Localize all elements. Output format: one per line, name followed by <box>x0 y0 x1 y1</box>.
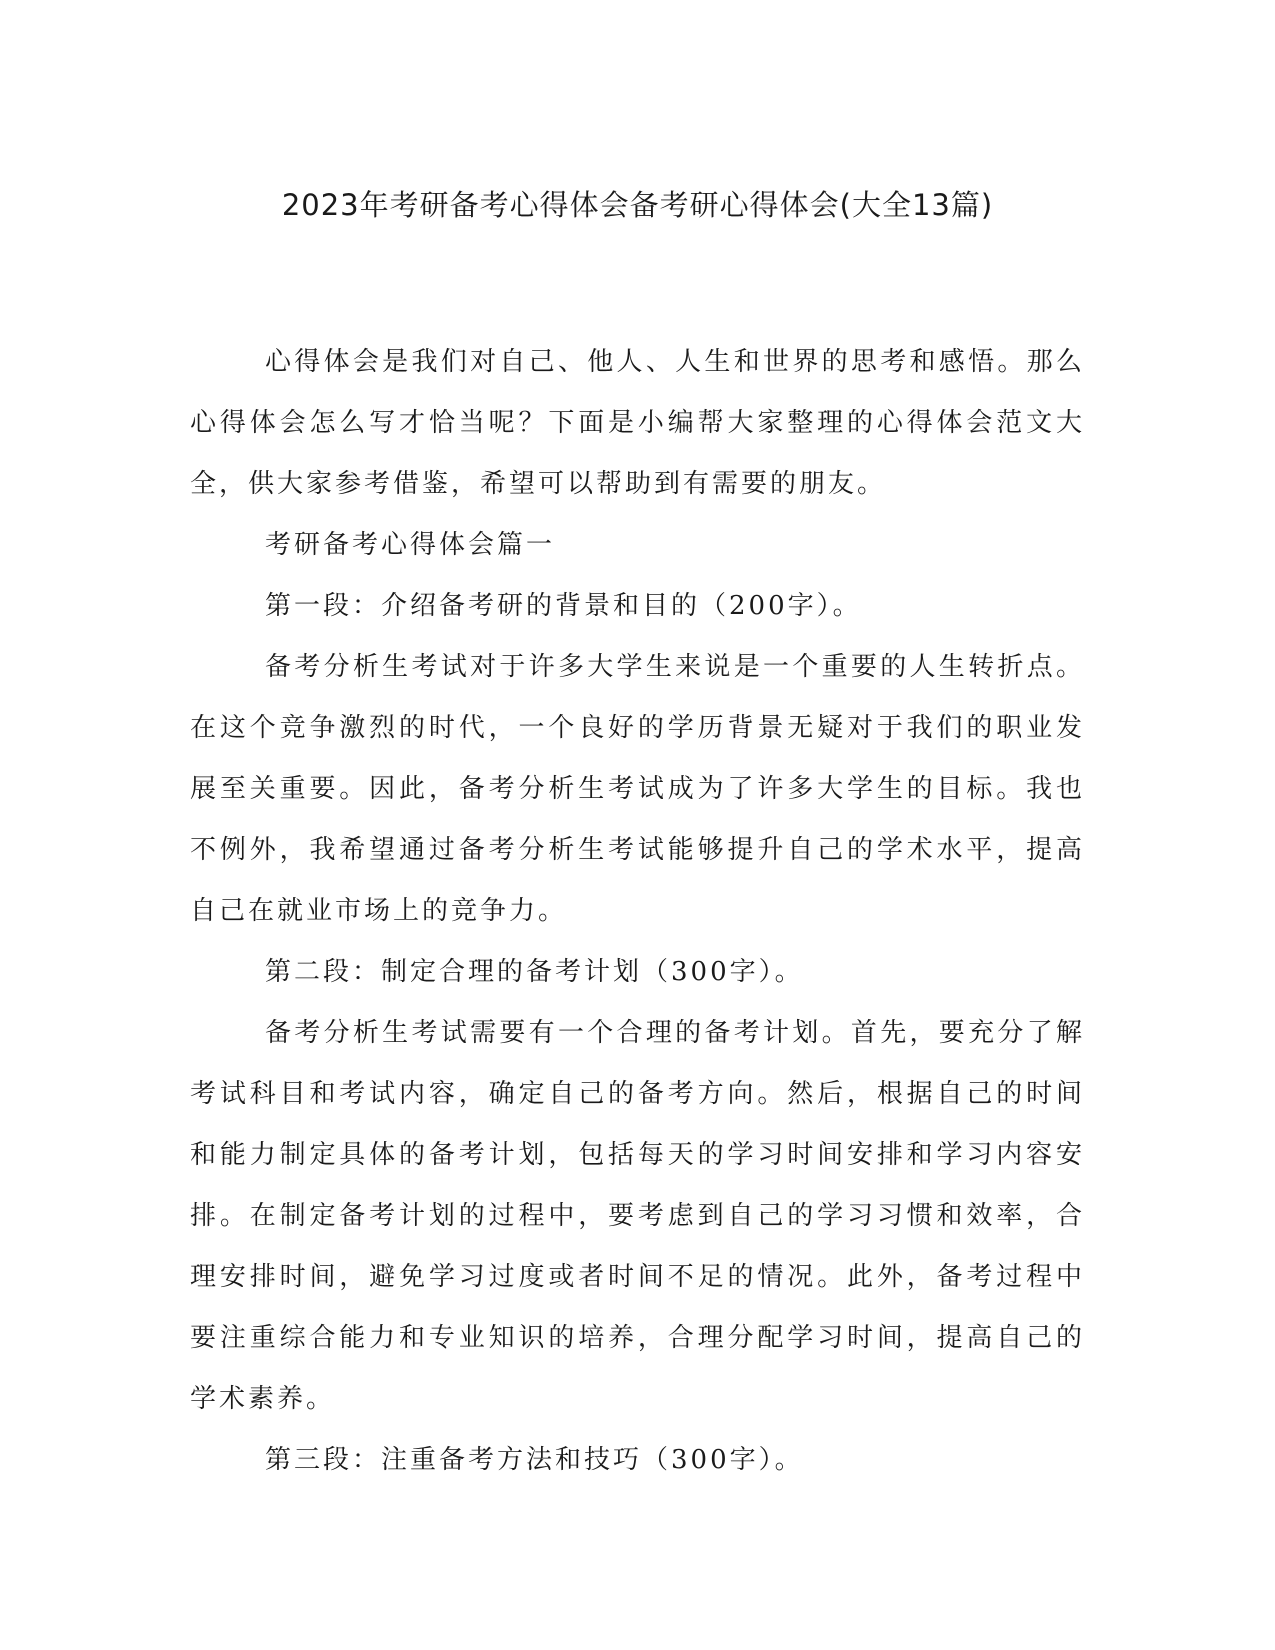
body-paragraph: 备考分析生考试需要有一个合理的备考计划。首先，要充分了解考试科目和考试内容，确定自己的备考方向。然后，根据自己的时间和能力制定具体的备考计划，包括每天的学习时间安排和学习内容安排。在制定备考计划的过程中，要考虑到自己的学习习惯和效率，合理安排时间，避免学习过度或者时间不足的情况。此外，备考过程中要注重综合能力和专业知识的培养，合理分配学习时间，提高自己的学术素养。 <box>190 1018 1085 1414</box>
subsection-heading: 第三段：注重备考方法和技巧（300字）。 <box>265 1445 804 1475</box>
document-title: 2023年考研备考心得体会备考研心得体会(大全13篇) <box>281 188 994 222</box>
document-body <box>190 332 1085 1491</box>
body-paragraph: 备考分析生考试对于许多大学生来说是一个重要的人生转折点。在这个竞争激烈的时代，一个良好的学历背景无疑对于我们的职业发展至关重要。因此，备考分析生考试成为了许多大学生的目标。我也不例外，我希望通过备考分析生考试能够提升自己的学术水平，提高自己在就业市场上的竞争力。 <box>190 652 1085 926</box>
section-heading: 考研备考心得体会篇一 <box>265 530 556 560</box>
subsection-heading: 第二段：制定合理的备考计划（300字）。 <box>265 957 804 987</box>
intro-paragraph: 心得体会是我们对自己、他人、人生和世界的思考和感悟。那么心得体会怎么写才恰当呢？下面是小编帮大家整理的心得体会范文大全，供大家参考借鉴，希望可以帮助到有需要的朋友。 <box>190 347 1085 499</box>
subsection-heading: 第一段：介绍备考研的背景和目的（200字）。 <box>265 591 862 621</box>
